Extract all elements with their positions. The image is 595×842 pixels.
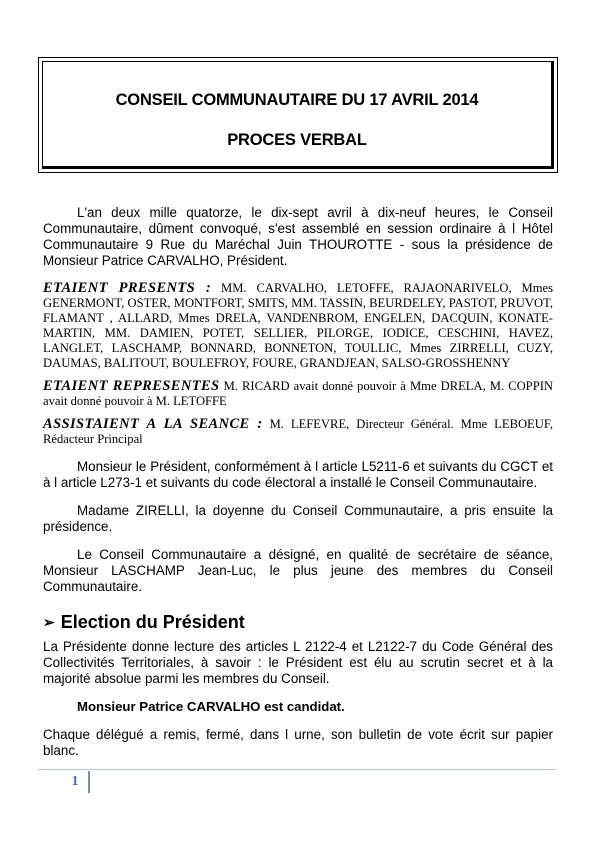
doyenne-paragraph: Madame ZIRELLI, la doyenne du Conseil Communautaire, a pris ensuite la présidence. (43, 503, 553, 534)
attending-label: ASSISTAIENT A LA SEANCE : (43, 416, 263, 432)
attending-paragraph (43, 417, 553, 447)
vote-paragraph: Chaque délégué a remis, fermé, dans l urne, son bulletin de vote écrit sur papier blanc. (43, 727, 553, 758)
document-title: CONSEIL COMMUNAUTAIRE DU 17 AVRIL 2014 (115, 91, 479, 109)
presents-list: MM. CARVALHO, LETOFFE, RAJAONARIVELO, Mmes GENERMONT, OSTER, MONTFORT, SMITS, MM. TASSIN, BEURDELEY, PASTOT, PRUVOT, FLAMANT , ALLARD, Mmes DRELA, VANDENBROM, ENGELEN, DACQUIN, KONATE-MARTIN, MM. DAMIEN, POTET, SELLIER, PILORGE, IODICE, CESCHINI, HAVEZ, LANGLET, LASCHAMP, BONNARD, BONNETON, TOULLIC, Mmes ZIRRELLI, CUZY, DAUMAS, BALITOUT, BOULEFROY, FOURE, GRANDJEAN, SALSO-GROSSHENNY (43, 281, 553, 370)
section-heading (43, 611, 553, 633)
candidate-line: Monsieur Patrice CARVALHO est candidat. (77, 699, 345, 714)
title-inner-frame (42, 61, 554, 169)
secretary-paragraph: Le Conseil Communautaire a désigné, en qualité de secrétaire de séance, Monsieur LASCHAMP Jean-Luc, le plus jeune des membres du Conseil Communautaire. (43, 547, 553, 594)
presents-paragraph (43, 281, 553, 371)
title-box (38, 57, 558, 173)
arrow-bullet-icon: ➢ (43, 614, 55, 630)
intro-paragraph: L'an deux mille quatorze, le dix-sept avril à dix-neuf heures, le Conseil Communautaire, dûment convoqué, s'est assemblé en session ordinaire à l Hôtel Communautaire 9 Rue du Maréchal Juin THOUROTTE - sous la présidence de Monsieur Patrice CARVALHO, Président. (43, 205, 553, 268)
footer-rule (38, 769, 556, 770)
attending-text: M. LEFEVRE, Directeur Général. Mme LEBOEUF, Rédacteur Principal (43, 417, 553, 446)
page-number-divider (88, 771, 90, 793)
represented-text: M. RICARD avait donné pouvoir à Mme DRELA, M. COPPIN avait donné pouvoir à M. LETOFFE (43, 379, 553, 408)
section-paragraph: La Présidente donne lecture des articles L 2122-4 et L2122-7 du Code Général des Collectivités Territoriales, à savoir : le Président est élu au scrutin secret et à la majorité absolue parmi les membres du Conseil. (43, 639, 553, 686)
installation-paragraph: Monsieur le Président, conformément à l article L5211-6 et suivants du CGCT et à l article L273-1 et suivants du code électoral a installé le Conseil Communautaire. (43, 459, 553, 490)
presents-label: ETAIENT PRESENTS : (43, 280, 212, 296)
represented-label: ETAIENT REPRESENTES (43, 378, 220, 394)
represented-paragraph (43, 379, 553, 409)
document-body (43, 205, 553, 759)
page-number: 1 (71, 774, 79, 789)
section-heading-text: Election du Président (60, 612, 245, 632)
document-subtitle: PROCES VERBAL (227, 131, 367, 149)
